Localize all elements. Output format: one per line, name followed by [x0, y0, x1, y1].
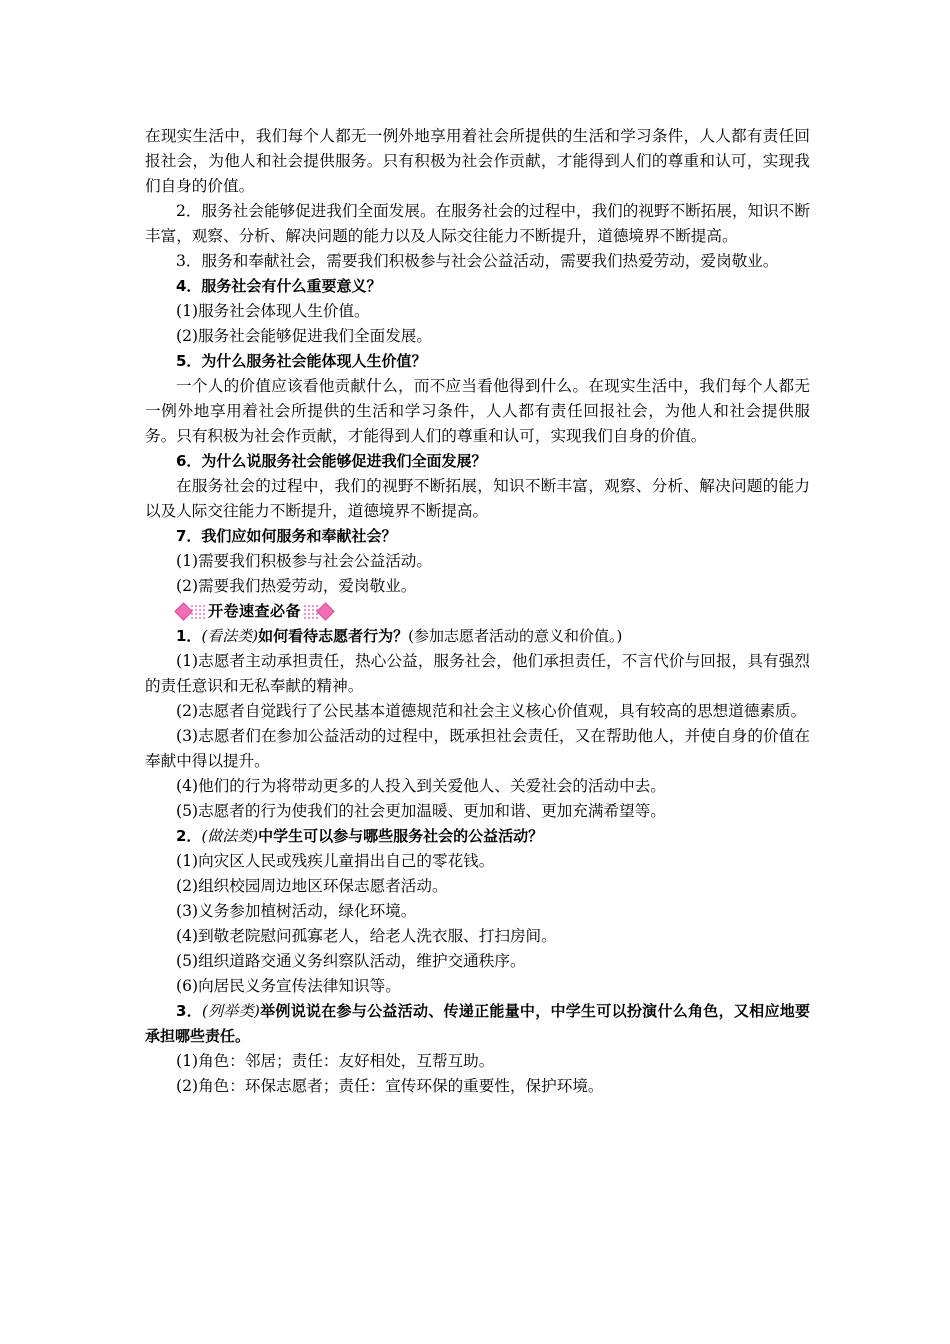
answer-item: (1)角色：邻居；责任：友好相处，互帮互助。 — [176, 1052, 495, 1070]
paragraph: 3．服务和奉献社会，需要我们积极参与社会公益活动，需要我们热爱劳动，爱岗敬业。 — [176, 252, 779, 270]
paragraph: 在现实生活中，我们每个人都无一例外地享用着社会所提供的生活和学习条件，人人都有责任回报社会，为他人和社会提供服务。只有积极为社会作贡献，才能得到人们的尊重和认可，实现我们自身的价值。 — [145, 127, 810, 195]
answer-item: (2)组织校园周边地区环保志愿者活动。 — [176, 877, 448, 895]
document-body — [145, 124, 810, 1099]
question-category: (列举类) — [202, 1002, 260, 1020]
question-heading: 7．我们应如何服务和奉献社会？ — [176, 527, 397, 545]
question-heading — [145, 624, 810, 649]
question-number: 3． — [176, 1002, 203, 1020]
answer-item: (2)志愿者自觉践行了公民基本道德规范和社会主义核心价值观，具有较高的思想道德素质。 — [176, 702, 807, 720]
answer-item: (6)向居民义务宣传法律知识等。 — [176, 977, 401, 995]
question-number: 1． — [176, 627, 202, 645]
question-note: (参加志愿者活动的意义和价值。) — [408, 627, 623, 645]
answer-item: (4)他们的行为将带动更多的人投入到关爱他人、关爱社会的活动中去。 — [176, 777, 666, 795]
question-category: (做法类) — [201, 827, 259, 845]
answer-item: (3)义务参加植树活动，绿化环境。 — [176, 902, 417, 920]
answer-item: (1)志愿者主动承担责任，热心公益，服务社会，他们承担责任，不言代价与回报，具有强烈的责任意识和无私奉献的精神。 — [145, 652, 810, 695]
answer-item: (2)服务社会能够促进我们全面发展。 — [176, 327, 432, 345]
answer-item: (4)到敬老院慰问孤寡老人，给老人洗衣服、打扫房间。 — [176, 927, 557, 945]
answer-item: (1)需要我们积极参与社会公益活动。 — [176, 552, 432, 570]
question-heading — [145, 824, 810, 849]
diamond-right-icon — [316, 602, 334, 620]
section-header — [177, 599, 810, 624]
question-heading: 5．为什么服务社会能体现人生价值？ — [176, 352, 427, 370]
question-text: 中学生可以参与哪些服务社会的公益活动？ — [258, 827, 544, 845]
question-heading — [145, 999, 810, 1049]
answer-item: (2)需要我们热爱劳动，爱岗敬业。 — [176, 577, 417, 595]
question-heading: 4．服务社会有什么重要意义？ — [176, 277, 382, 295]
answer-item: (5)志愿者的行为使我们的社会更加温暖、更加和谐、更加充满希望等。 — [176, 802, 666, 820]
question-heading: 6．为什么说服务社会能够促进我们全面发展？ — [176, 452, 487, 470]
answer-item: (2)角色：环保志愿者；责任：宣传环保的重要性，保护环境。 — [176, 1077, 604, 1095]
question-category: (看法类) — [201, 627, 259, 645]
question-number: 2． — [176, 827, 202, 845]
section-title: 开卷速查必备 — [208, 602, 302, 620]
question-text: 举例说说在参与公益活动、传递正能量中，中学生可以扮演什么角色，又相应地要承担哪些责任。 — [145, 1002, 811, 1045]
paragraph: 2．服务社会能够促进我们全面发展。在服务社会的过程中，我们的视野不断拓展，知识不断丰富，观察、分析、解决问题的能力以及人际交往能力不断提升，道德境界不断提高。 — [145, 202, 810, 245]
answer-paragraph: 一个人的价值应该看他贡献什么，而不应当看他得到什么。在现实生活中，我们每个人都无一例外地享用着社会所提供的生活和学习条件，人人都有责任回报社会，为他人和社会提供服务。只有积极为社会作贡献，才能得到人们的尊重和认可，实现我们自身的价值。 — [145, 377, 810, 445]
answer-item: (5)组织道路交通义务纠察队活动，维护交通秩序。 — [176, 952, 526, 970]
question-text: 如何看待志愿者行为？ — [258, 627, 409, 645]
answer-item: (3)志愿者们在参加公益活动的过程中，既承担社会责任，又在帮助他人，并使自身的价值在奉献中得以提升。 — [145, 727, 810, 770]
answer-paragraph: 在服务社会的过程中，我们的视野不断拓展，知识不断丰富，观察、分析、解决问题的能力以及人际交往能力不断提升，道德境界不断提高。 — [145, 477, 810, 520]
answer-item: (1)向灾区人民或残疾儿童捐出自己的零花钱。 — [176, 852, 495, 870]
answer-item: (1)服务社会体现人生价值。 — [176, 302, 370, 320]
